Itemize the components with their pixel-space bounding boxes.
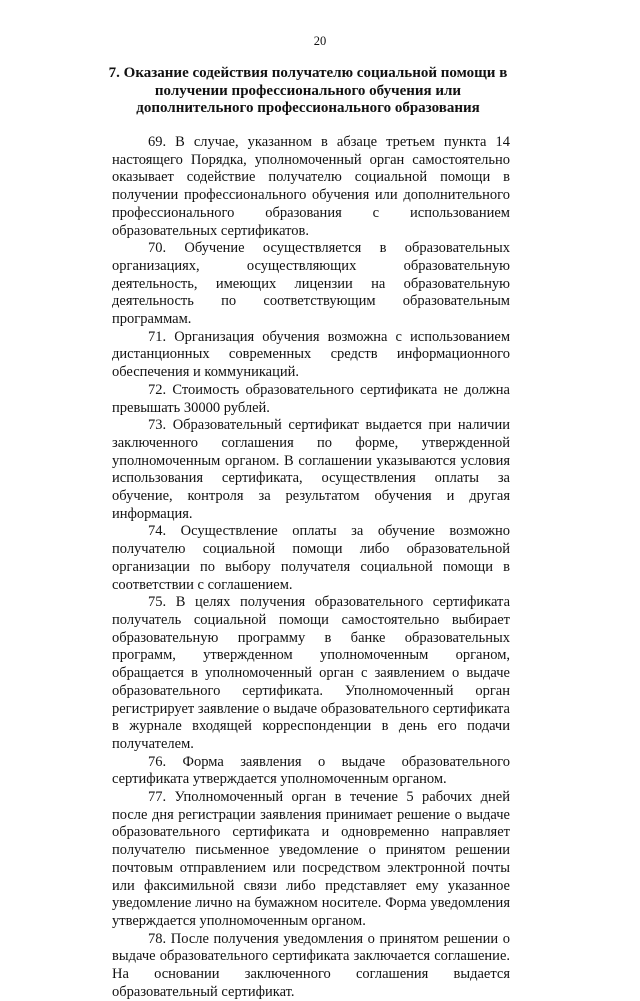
section-heading: 7. Оказание содействия получателю социальной помощи в получении профессионального обучения или дополнительного профессионального образования (108, 65, 508, 116)
paragraph-73: 73. Образовательный сертификат выдается при наличии заключенного соглашения по форме, утвержденной уполномоченным органом. В соглашении указываются условия использования сертификата, осуществления оплаты за обучение, контроля за результатом обучения и другая информация. (112, 417, 510, 522)
paragraph-69: 69. В случае, указанном в абзаце третьем пункта 14 настоящего Порядка, уполномоченный орган самостоятельно оказывает содействие получателю социальной помощи в получении профессионального обучения или дополнительного профессионального образования с использованием образовательных сертификатов. (112, 134, 510, 239)
paragraph-77: 77. Уполномоченный орган в течение 5 рабочих дней после дня регистрации заявления принимает решение о выдаче образовательного сертификата и одновременно направляет получателю письменное уведомление о принятом решении почтовым отправлением или посредством электронной почты или факсимильной связи либо представляет ему указанное уведомление лично на бумажном носителе. Форма уведомления утверждается уполномоченным органом. (112, 789, 510, 929)
paragraph-75: 75. В целях получения образовательного сертификата получатель социальной помощи самостоятельно выбирает образовательную программу в банке образовательных программ, утвержденном уполномоченным органом, обращается в уполномоченный орган с заявлением о выдаче образовательного сертификата. Уполномоченный орган регистрирует заявление о выдаче образовательного сертификата в журнале входящей корреспонденции в день его подачи получателем. (112, 594, 510, 752)
paragraph-76: 76. Форма заявления о выдаче образовательного сертификата утверждается уполномоченным органом. (112, 753, 510, 788)
document-body (112, 134, 510, 1001)
paragraph-72: 72. Стоимость образовательного сертификата не должна превышать 30000 рублей. (112, 381, 510, 416)
page-number: 20 (313, 34, 327, 48)
paragraph-71: 71. Организация обучения возможна с использованием дистанционных современных средств информационного обеспечения и коммуникаций. (112, 328, 510, 381)
paragraph-70: 70. Обучение осуществляется в образовательных организациях, осуществляющих образовательную деятельность, имеющих лицензии на образовательную деятельность по соответствующим образовательным программам. (112, 240, 510, 328)
paragraph-74: 74. Осуществление оплаты за обучение возможно получателю социальной помощи либо образовательной организации по выбору получателя социальной помощи в соответствии с соглашением. (112, 523, 510, 593)
paragraph-78: 78. После получения уведомления о принятом решении о выдаче образовательного сертификата заключается соглашение. На основании заключенного соглашения выдается образовательный сертификат. (112, 930, 510, 1000)
